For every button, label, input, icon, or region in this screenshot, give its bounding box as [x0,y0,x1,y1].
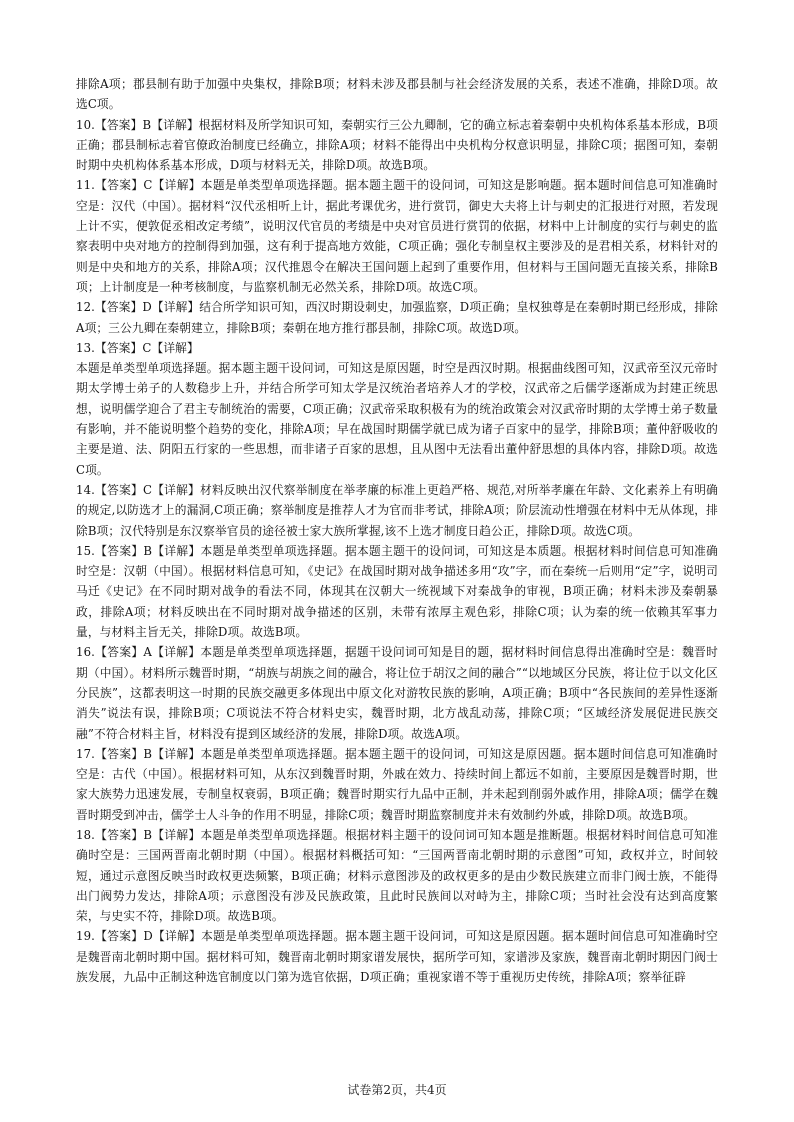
answer-18: 18.【答案】B【详解】本题是单类型单项选择题。根据材料主题干的设问词可知本题是推断题。根据材料时间信息可知准确时空是：三国两晋南北朝时期（中国）。根据材料概括可知：“三国两晋南北朝时期的示意图”可知，政权并立，时间较短，通过示意图反映当时政权更迭频繁，B项正确；材料示意图涉及的政权更多的是由少数民族建立而非门阀士族，不能得出门阀势力发达，排除A项；示意图没有涉及民族政策，且此时民族间以对峙为主，排除C项；当时社会没有达到高度繁荣，与史实不符，排除D项。故选B项。 [76,827,718,924]
answer-13-body: 本题是单类型单项选择题。据本题主题干设问词，可知这是原因题，时空是西汉时期。根据曲线图可知，汉武帝至汉元帝时期太学博士弟子的人数稳步上升，并结合所学可知太学是汉统治者培养人才的学校，汉武帝之后儒学逐渐成为封建正统思想，说明儒学迎合了君主专制统治的需要，C项正确；汉武帝采取积极有为的统治政策会对汉武帝时期的太学博士弟子数量有影响，并不能说明整个趋势的变化，排除A项；早在战国时期儒学就已成为诸子百家中的显学，排除B项；董仲舒吸收的主要是道、法、阴阳五行家的一些思想，而非诸子百家的思想，且从图中无法看出董仲舒思想的具体内容，排除D项。故选C项。 [76,361,718,477]
answer-14: 14.【答案】C【详解】材料反映出汉代察举制度在举孝廉的标准上更趋严格、规范,对所举孝廉在年龄、文化素养上有明确的规定,以防选才上的漏洞,C项正确；察举制度是推荐人才为官而非考试，排除A项；阶层流动性增强在材料中无从体现，排除B项；汉代特别是东汉察举官员的途径被士家大族所掌握,该不上选才制度日趋公正，排除D项。故选C项。 [76,482,718,538]
page-footer: 试卷第2页，共4页 [347,1083,447,1097]
answer-12: 12.【答案】D【详解】结合所学知识可知，西汉时期设刺史，加强监察，D项正确；皇权独尊是在秦朝时期已经形成，排除A项；三公九卿在秦朝建立，排除B项；秦朝在地方推行郡县制，排除C项。故选D项。 [76,300,718,335]
paragraph-9-continued: 排除A项；郡县制有助于加强中央集权，排除B项；材料未涉及郡县制与社会经济发展的关系，表述不准确，排除D项。故选C项。 [76,77,718,112]
answer-10: 10.【答案】B【详解】根据材料及所学知识可知，秦朝实行三公九卿制，它的确立标志着秦朝中央机构体系基本形成，B项正确；郡县制标志着官僚政治制度已经确立，排除A项；材料不能得出中央机构分权意识明显，排除C项；据图可知，秦朝时期中央机构体系基本形成，D项与材料无关，排除D项。故选B项。 [76,117,718,173]
answer-13-heading: 13.【答案】C【详解】 [76,340,199,355]
answer-explanations [76,74,718,987]
answer-16: 16.【答案】A【详解】本题是单类型单项选择题，据题干设问词可知是目的题，据材料时间信息得出准确时空是：魏晋时期（中国）。材料所示魏晋时期，“胡族与胡族之间的融合，将让位于胡汉之间的融合”“以地域区分民族，将让位于以文化区分民族”，这都表明这一时期的民族交融更多体现出中原文化对游牧民族的影响，A项正确；B项中“各民族间的差异性逐渐消失”说法有误，排除B项；C项说法不符合材料史实，魏晋时期，北方战乱动荡，排除C项；“区域经济发展促进民族交融”不符合材料主旨，材料没有提到区域经济的发展，排除D项。故选A项。 [76,645,718,741]
answer-17: 17.【答案】B【详解】本题是单类型单项选择题。据本题主题干的设问词，可知这是原因题。据本题时间信息可知准确时空是：古代（中国）。根据材料可知，从东汉到魏晋时期，外戚在效力、持续时间上都远不如前，主要原因是魏晋时期，世家大族势力迅速发展，专制皇权衰弱，B项正确；魏晋时期实行九品中正制，并未起到削弱外戚作用，排除A项；儒学在魏晋时期受到冲击，儒学士人斗争的作用不明显，排除C项；魏晋时期监察制度并未有效制约外戚，排除D项。故选B项。 [76,746,718,822]
answer-11: 11.【答案】C【详解】本题是单类型单项选择题。据本题主题干的设问词，可知这是影响题。据本题时间信息可知准确时空是：汉代（中国）。据材料“汉代丞相听上计，据此考课优劣，进行赏罚，御史大夫将上计与刺史的汇报进行对照，若发现上计不实，便敦促丞相改定考绩”，说明汉代官员的考绩是中央对官员进行赏罚的依据，材料中上计制度的实行与刺史的监察表明中央对地方的控制得到加强，这有利于提高地方效能，C项正确；强化专制皇权主要涉及的是君相关系，材料针对的则是中央和地方的关系，排除A项；汉代推恩令在解决王国问题上起到了重要作用，但材料与王国问题无直接关系，排除B项；上计制度是一种考核制度，与监察机制无必然关系，排除D项。故选C项。 [76,178,718,294]
answer-15: 15.【答案】B【详解】本题是单类型单项选择题。据本题主题干的设问词，可知这是本质题。根据材料时间信息可知准确时空是：汉朝（中国）。根据材料信息可知，《史记》在战国时期对战争描述多用“攻”字，而在秦统一后则用“定”字，说明司马迁《史记》在不同时期对战争的看法不同，体现其在汉朝大一统视域下对秦战争的审视，B项正确；材料未涉及秦朝暴政，排除A项；材料反映出在不同时期对战争描述的区别，未带有浓厚主观色彩，排除C项；认为秦的统一依赖其军事力量，与材料主旨无关，排除D项。故选B项。 [76,543,718,640]
answer-19: 19.【答案】D【详解】本题是单类型单项选择题。据本题主题干设问词，可知这是原因题。据本题时间信息可知准确时空是魏晋南北朝时期中国。据材料可知，魏晋南北朝时期家谱发展快，据所学可知，家谱涉及家族，魏晋南北朝时期因门阀士族发展，九品中正制这种选官制度以门第为选官依据，D项正确；重视家谱不等于重视历史传统，排除A项；察举征辟 [76,929,718,985]
